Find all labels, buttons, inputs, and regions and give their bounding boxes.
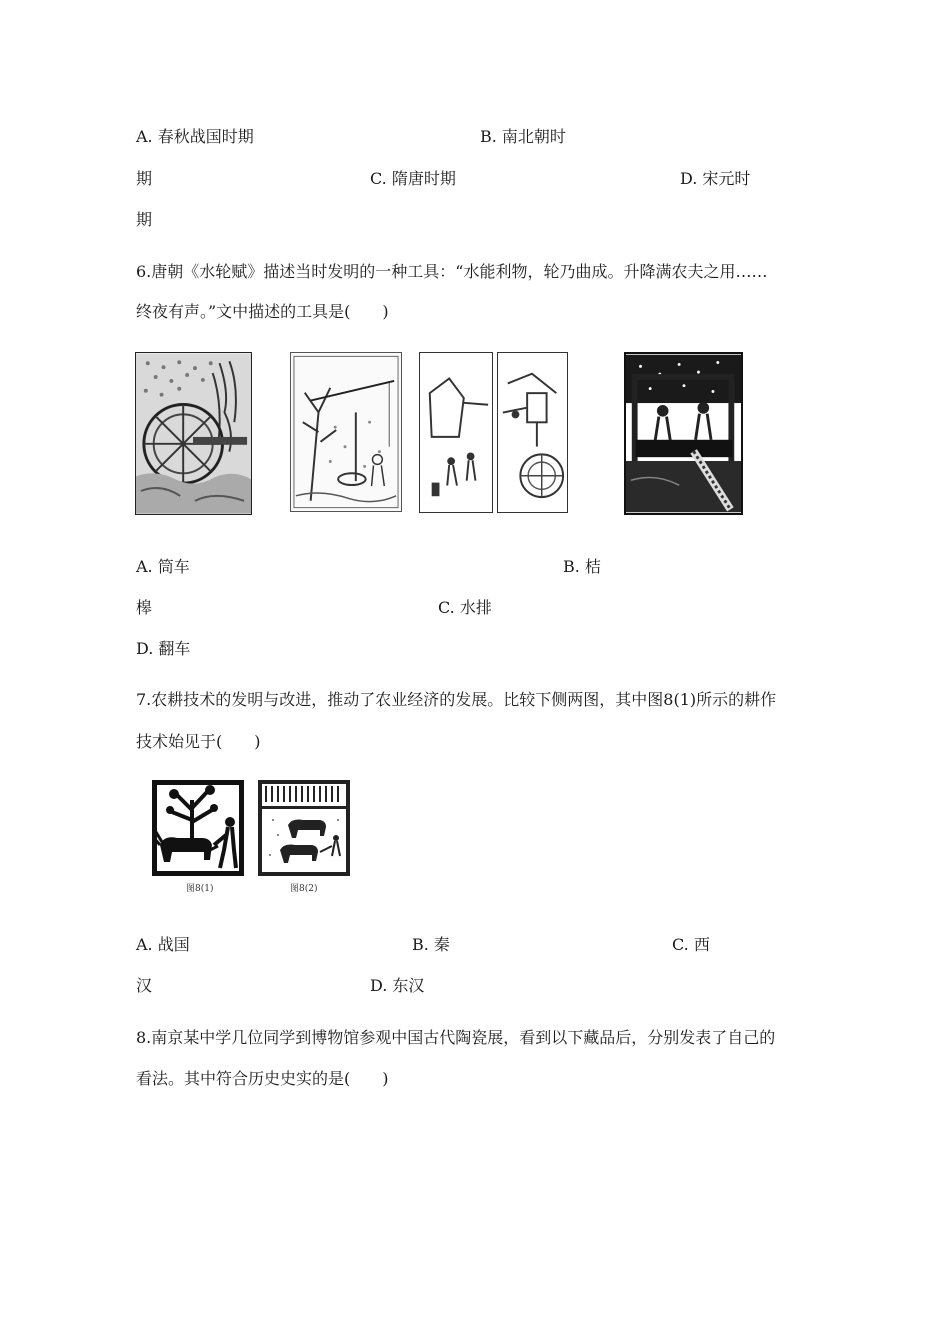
square-pallet-chain-pump-icon xyxy=(624,352,743,515)
q6-stem-line2: 终夜有声。”文中描述的工具是( ) xyxy=(136,302,389,321)
q7-option-b: B. 秦 xyxy=(412,935,450,954)
q5-option-d: D. 宋元时 xyxy=(680,169,751,188)
ox-plowing-relief-icon xyxy=(152,780,244,876)
well-sweep-icon xyxy=(290,352,402,512)
q6-stem-line1: 6.唐朝《水轮赋》描述当时发明的一种工具：“水能利物，轮乃曲成。升降满农夫之用…… xyxy=(136,262,768,281)
q7-stem-line2: 技术始见于( ) xyxy=(136,732,261,751)
fig8-1-caption: 图8(1) xyxy=(186,884,214,894)
q6-option-d: D. 翻车 xyxy=(136,639,191,658)
q6-option-b: B. 桔 xyxy=(563,557,601,576)
q8-stem-line1: 8.南京某中学几位同学到博物馆参观中国古代陶瓷展，看到以下藏品后，分别发表了自己的 xyxy=(136,1028,776,1047)
q7-option-c-wrap: 汉 xyxy=(136,976,153,995)
q7-stem-line1: 7.农耕技术的发明与改进，推动了农业经济的发展。比较下侧两图，其中图8(1)所示的耕作 xyxy=(136,690,777,709)
q5-option-b: B. 南北朝时 xyxy=(480,127,566,146)
q7-option-c: C. 西 xyxy=(672,935,710,954)
q6-option-c: C. 水排 xyxy=(438,598,492,617)
q5-option-c: C. 隋唐时期 xyxy=(370,169,456,188)
q7-option-d: D. 东汉 xyxy=(370,976,425,995)
q5-option-a: A. 春秋战国时期 xyxy=(136,127,254,146)
water-bellows-icon xyxy=(419,352,493,513)
fig8-2-caption: 图8(2) xyxy=(290,884,318,894)
q5-option-b-wrap: 期 xyxy=(136,169,153,188)
q7-option-a: A. 战国 xyxy=(136,935,190,954)
water-wheel-icon xyxy=(135,352,252,515)
q8-stem-line2: 看法。其中符合历史史实的是( ) xyxy=(136,1069,389,1088)
q6-option-b-wrap: 槔 xyxy=(136,598,153,617)
q5-option-d-wrap: 期 xyxy=(136,210,153,229)
water-bellows-panel-icon xyxy=(497,352,568,513)
q6-option-a: A. 筒车 xyxy=(136,557,190,576)
two-ox-plowing-relief-icon xyxy=(258,780,350,876)
